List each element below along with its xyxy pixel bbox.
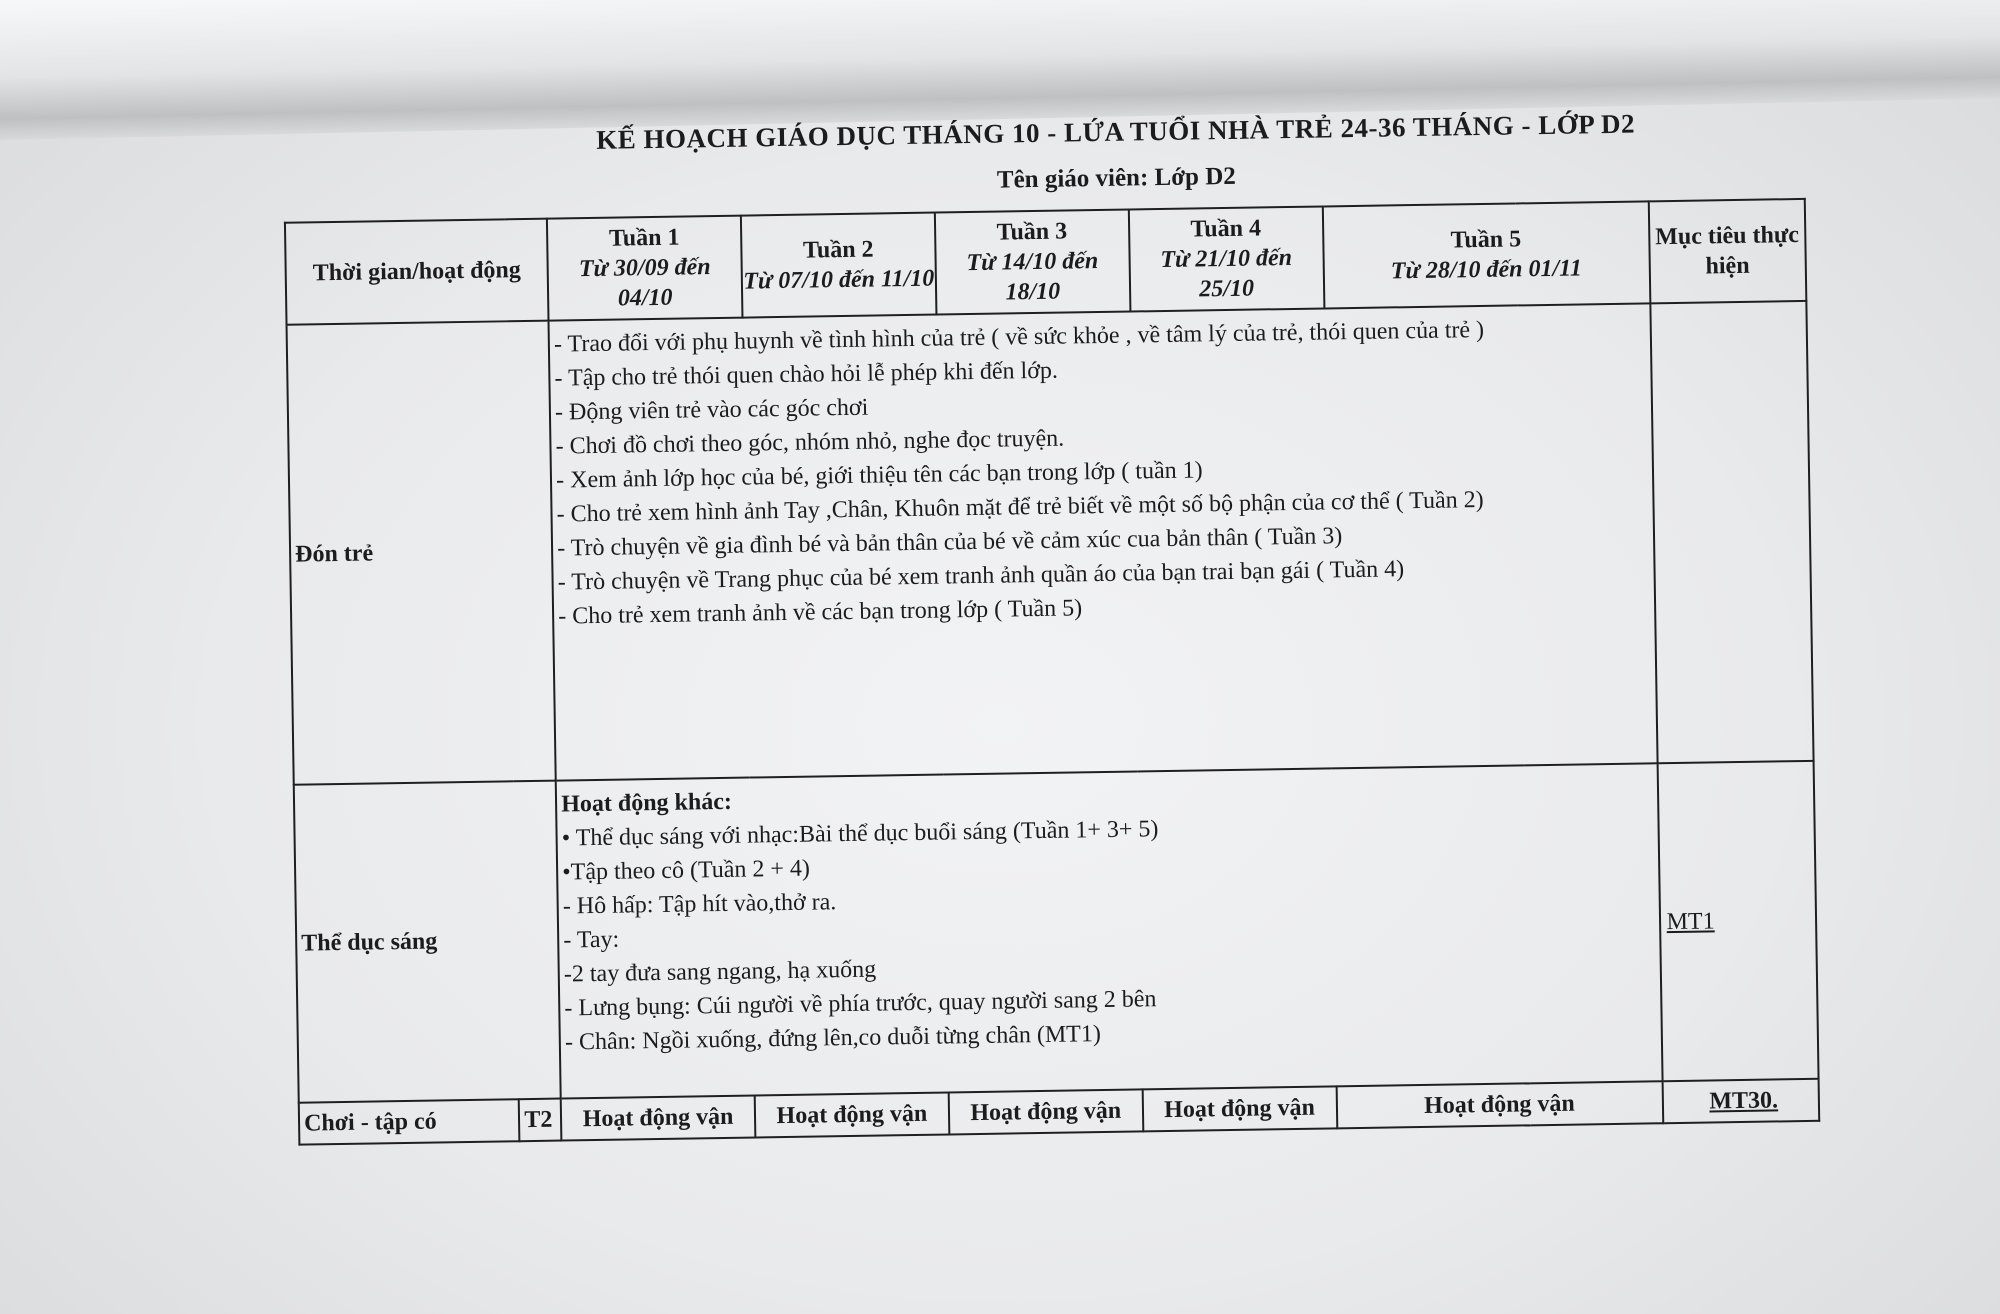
- list-item: •Tập theo cô (Tuần 2 + 4): [562, 855, 811, 886]
- list-item: - Chơi đồ chơi theo góc, nhóm nhỏ, nghe đọc truyện.: [555, 425, 1065, 460]
- header-week-5: [1322, 201, 1650, 308]
- choi-tap-co-week-3: Hoạt động vận: [948, 1089, 1142, 1134]
- the-duc-sang-goal: MT1: [1657, 761, 1818, 1081]
- don-tre-content: [549, 303, 1657, 780]
- header-week-1: [547, 216, 742, 321]
- row-the-duc-sang: [294, 761, 1819, 1103]
- header-time-activity: Thời gian/hoạt động: [285, 219, 549, 325]
- don-tre-goal: [1650, 301, 1814, 763]
- week-5-range: Từ 28/10 đến 01/11: [1390, 255, 1583, 285]
- teacher-line: Tên giáo viên: Lớp D2: [996, 162, 1236, 194]
- header-week-4: [1128, 206, 1323, 311]
- week-4-range: Từ 21/10 đến 25/10: [1160, 244, 1293, 303]
- list-item: - Chân: Ngồi xuống, đứng lên,co duỗi từng chân (MT1): [564, 1021, 1102, 1056]
- week-5-title: Tuần 5: [1450, 226, 1522, 254]
- row-label-don-tre: Đón trẻ: [287, 321, 556, 785]
- header-goal: Mục tiêu thực hiện: [1648, 199, 1806, 303]
- week-1-range: Từ 30/09 đến 04/10: [578, 254, 711, 312]
- the-duc-sang-content: [556, 763, 1662, 1098]
- list-item: - Động viên trẻ vào các góc chơi: [554, 394, 869, 426]
- row-label-choi-tap-co: Chơi - tập có: [299, 1099, 520, 1144]
- header-week-3: [935, 210, 1130, 315]
- list-item: - Lưng bụng: Cúi người về phía trước, quay người sang 2 bên: [564, 986, 1157, 1022]
- list-item: - Xem ảnh lớp học của bé, giới thiệu tên các bạn trong lớp ( tuần 1): [555, 457, 1203, 494]
- list-item: • Thể dục sáng với nhạc:Bài thể dục buổi sáng (Tuần 1+ 3+ 5): [561, 816, 1159, 852]
- choi-tap-co-week-4: Hoạt động vận: [1142, 1086, 1336, 1131]
- day-label: T2: [519, 1099, 561, 1142]
- choi-tap-co-goal: MT30.: [1662, 1079, 1819, 1123]
- week-4-title: Tuần 4: [1190, 215, 1262, 243]
- section-heading: Hoạt động khác:: [561, 788, 733, 818]
- list-item: - Cho trẻ xem tranh ảnh về các bạn trong lớp ( Tuần 5): [558, 595, 1083, 630]
- choi-tap-co-week-2: Hoạt động vận: [755, 1092, 949, 1137]
- week-2-title: Tuần 2: [802, 236, 874, 264]
- list-item: -2 tay đưa sang ngang, hạ xuống: [563, 956, 877, 988]
- list-item: - Hô hấp: Tập hít vào,thở ra.: [562, 889, 837, 920]
- week-3-range: Từ 14/10 đến 18/10: [966, 248, 1099, 306]
- document-title: KẾ HOẠCH GIÁO DỤC THÁNG 10 - LỨA TUỔI NHÀ TRẺ 24-36 THÁNG - LỚP D2: [595, 108, 1636, 155]
- choi-tap-co-week-5: Hoạt động vận: [1336, 1081, 1663, 1128]
- list-item: - Trao đổi với phụ huynh về tình hình của trẻ ( về sức khỏe , về tâm lý của trẻ, thói quen của trẻ ): [553, 316, 1485, 358]
- week-1-title: Tuần 1: [608, 224, 680, 252]
- education-plan-table: [284, 198, 1820, 1146]
- list-item: - Tay:: [563, 926, 620, 954]
- choi-tap-co-week-1: Hoạt động vận: [561, 1096, 755, 1141]
- list-item: - Tập cho trẻ thói quen chào hỏi lễ phép khi đến lớp.: [554, 357, 1059, 392]
- row-don-tre: [287, 301, 1814, 785]
- list-item: - Trò chuyện về Trang phục của bé xem tranh ảnh quần áo của bạn trai bạn gái ( Tuần 4): [557, 556, 1405, 596]
- row-label-the-duc-sang: Thể dục sáng: [294, 781, 561, 1103]
- list-item: - Trò chuyện về gia đình bé và bản thân của bé về cảm xúc cua bản thân ( Tuần 3): [557, 523, 1343, 562]
- week-2-range: Từ 07/10 đến 11/10: [743, 265, 935, 295]
- header-week-2: [741, 213, 936, 318]
- week-3-title: Tuần 3: [996, 218, 1068, 246]
- list-item: - Cho trẻ xem hình ảnh Tay ,Chân, Khuôn mặt để trẻ biết về một số bộ phận của cơ thể ( Tuần 2): [556, 486, 1484, 528]
